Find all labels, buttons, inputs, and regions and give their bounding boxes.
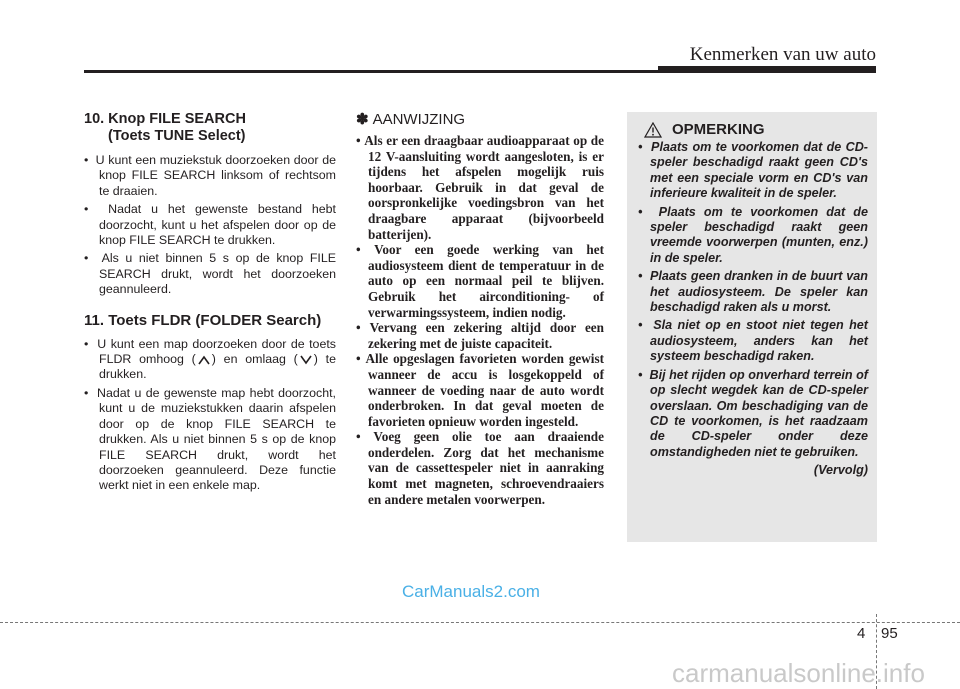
left-column bbox=[84, 111, 336, 497]
running-header-title: Kenmerken van uw auto bbox=[689, 44, 876, 65]
list-item: • Als u niet binnen 5 s op de knop FILE SEARCH drukt, wordt het doorzoeken geannuleerd. bbox=[84, 251, 336, 297]
list-item: • Plaats om te voorkomen dat de CD-speler beschadigd raakt geen CD's met een speciale vorm en CD's van inferieure kwaliteit in de speler. bbox=[638, 140, 868, 201]
section-title-line2: (Toets TUNE Select) bbox=[108, 128, 246, 144]
file-search-bullets bbox=[84, 153, 336, 298]
watermark-top: CarManuals2.com bbox=[402, 582, 540, 601]
list-item: • Voor een goede werking van het audiosysteem dient de temperatuur in de auto op een normaal peil te blijven. Gebruik het airconditioning- of verwarmingssysteem, indien nodig. bbox=[356, 242, 604, 320]
list-item: • Plaats geen dranken in de buurt van het audiosysteem. De speler kan beschadigd raken als u morst. bbox=[638, 269, 868, 315]
watermark-bottom: carmanualsonline.info bbox=[672, 658, 925, 688]
list-item: • Vervang een zekering altijd door een zekering met de juiste capaciteit. bbox=[356, 320, 604, 351]
list-item: • Als er een draagbaar audioapparaat op de 12 V-aansluiting wordt aangesloten, is er tijdens het afspelen mogelijk ruis hoorbaar. Gebruik in dat geval de oorspronkelijke voedingsbron van het draagbare apparaat (bijvoorbeeld batterijen). bbox=[356, 133, 604, 242]
note-heading bbox=[356, 111, 604, 129]
list-item: • U kunt een muziekstuk doorzoeken door de knop FILE SEARCH linksom of rechtsom te draaien. bbox=[84, 153, 336, 198]
section-folder-search bbox=[84, 312, 336, 494]
warning-triangle-icon bbox=[644, 122, 662, 138]
list-item: • Alle opgeslagen favorieten worden gewist wanneer de accu is losgekoppeld of wanneer de voeding naar de auto wordt onderbroken. In dat geval moeten de favorieten opnieuw worden ingesteld. bbox=[356, 351, 604, 429]
list-item: • Bij het rijden op onverhard terrein of op slecht wegdek kan de CD-speler overslaan. Om beschadiging van de CD te voorkomen, is het raadzaam de CD-speler onder deze omstandigheden niet te gebruiken. bbox=[638, 367, 868, 459]
header-rule-accent bbox=[658, 66, 876, 73]
section-title-folder-search: 11. Toets FLDR (FOLDER Search) bbox=[84, 311, 322, 329]
caution-title: OPMERKING bbox=[672, 121, 765, 138]
chevron-up-icon bbox=[198, 355, 210, 365]
page-number: 95 bbox=[881, 625, 898, 642]
caution-list bbox=[638, 140, 868, 460]
page-chapter: 4 bbox=[857, 625, 866, 642]
list-item: • Sla niet op en stoot niet tegen het audiosysteem, anders kan het systeem beschadigd raken. bbox=[638, 318, 868, 364]
continued-label: (Vervolg) bbox=[813, 463, 868, 478]
caution-box bbox=[627, 112, 877, 542]
footer-rule bbox=[0, 622, 960, 623]
folder-search-bullets bbox=[84, 337, 336, 494]
chevron-down-icon bbox=[300, 355, 312, 365]
list-item: • Plaats om te voorkomen dat de speler beschadigd raakt geen vreemde voorwerpen (munten, enz.) in de speler. bbox=[638, 204, 868, 265]
caution-heading bbox=[644, 121, 868, 138]
list-item: • Nadat u de gewenste map hebt doorzocht, kunt u de muziekstukken daarin afspelen door op de knop FILE SEARCH te drukken. Als u niet binnen 5 s op de knop FILE SEARCH drukt, wordt het doorzoeken geannuleerd. Deze functie werkt niet in een enkele map. bbox=[84, 385, 336, 493]
list-item: • U kunt een map doorzoeken door de toets FLDR omhoog ( ) en omlaag ( ) te drukken. bbox=[84, 336, 336, 382]
note-column bbox=[356, 111, 604, 507]
list-item: • Nadat u het gewenste bestand hebt doorzocht, kunt u het afspelen door op de knop FILE SEARCH te drukken. bbox=[84, 202, 336, 248]
note-title: AANWIJZING bbox=[372, 111, 466, 128]
note-list bbox=[356, 133, 604, 507]
section-title-line1: 10. Knop FILE SEARCH bbox=[84, 111, 246, 127]
note-star-icon: ✽ bbox=[356, 111, 369, 128]
list-item: • Voeg geen olie toe aan draaiende onderdelen. Zorg dat het mechanisme van de cassettespeler niet in aanraking komt met magneten, schroevendraaiers en andere metalen voorwerpen. bbox=[356, 429, 604, 507]
section-title-file-search bbox=[84, 111, 336, 145]
